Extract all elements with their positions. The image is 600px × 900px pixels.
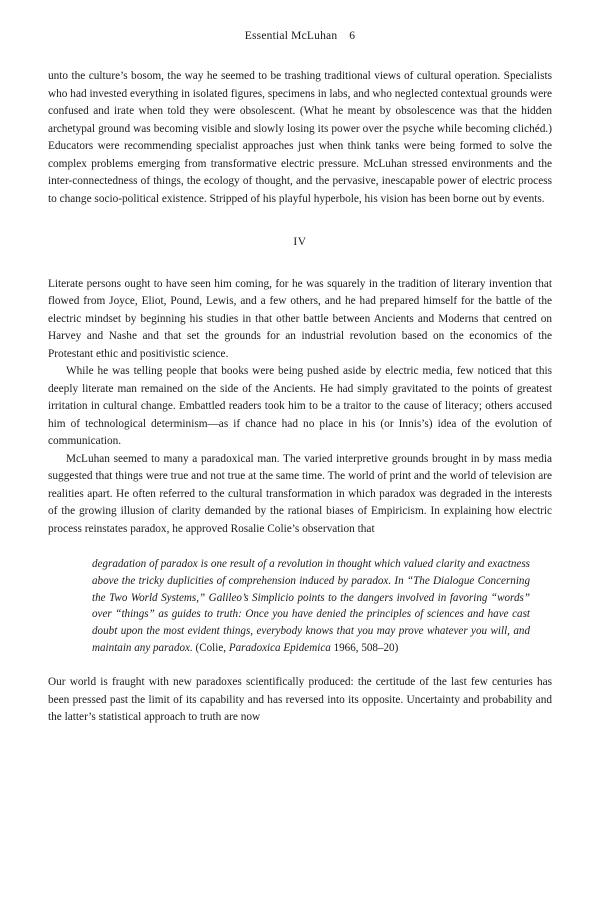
paragraph-5: Our world is fraught with new paradoxes scientifically produced: the certitude of the last few centuries has been pressed past the limit of its capability and has reversed into its opposite. Uncertainty and probability and the latter’s statistical approach to truth are now: [48, 676, 552, 724]
paragraph-1: unto the culture’s bosom, the way he seemed to be trashing traditional views of cultural operation. Specialists who had invested everything in isolated figures, specimens in labs, and who neglected contextual grounds were confused and irate when told they were obsolescent. (What he meant by obsolescence was that the hidden archetypal ground was becoming visible and slowly losing its power over the psyche while becoming clichéd.) Educators were recommending specialist approaches just when think tanks were being formed to solve the complex problems emerging from transformative electric pressure. McLuhan stressed environments and the inter-connectedness of things, the ecology of thought, and the pervasive, inescapable power of electric process to change socio-political existence. Stripped of his playful hyperbole, his vision has been borne out by events.: [48, 70, 552, 205]
running-head: [48, 30, 552, 42]
document-body: [48, 68, 552, 727]
section-number: IV: [293, 236, 307, 248]
page-number: 6: [349, 30, 356, 42]
running-head-title: Essential McLuhan: [244, 30, 338, 42]
blockquote: [48, 556, 552, 656]
paragraph-3: While he was telling people that books were being pushed aside by electric media, few noticed that this deeply literate man remained on the side of the Ancients. He had simply gravitated to the points of greatest irritation in cultural change. Embattled readers took him to be a traitor to the cause of literacy; others accused him of technological determinism—as if chance had no place in his (or Innis’s) idea of the evolution of communication.: [48, 365, 552, 448]
paragraph-4: McLuhan seemed to many a paradoxical man. The varied interpretive grounds brought in by mass media suggested that things were true and not true at the same time. The world of print and the world of television are realities apart. He often referred to the cultural transformation in which paradox was degraded in the interests of the growing illusion of clarity demanded by the rational biases of Empiricism. In explaining how electric process reinstates paradox, he approved Rosalie Colie’s observation that: [48, 452, 552, 535]
blockquote-citation-rest: 1966, 508–20): [330, 641, 399, 654]
paragraph-2: Literate persons ought to have seen him coming, for he was squarely in the tradition of literary invention that flowed from Joyce, Eliot, Pound, Lewis, and a few others, and he had prepared himself for the battle of the electric mindset by beginning his studies in that other battle between Ancients and Moderns that centred on Harvey and Nashe and that set the grounds for an industrial revolution based on the economics of the Protestant ethic and positivistic science.: [48, 277, 552, 360]
blockquote-text: degradation of paradox is one result of a revolution in thought which valued clarity and exactness above the tricky duplicities of comprehension induced by paradox. In “The Dialogue Concerning the Two World Systems,” Galileo’s Simplicio points to the dangers involved in favoring “words” over “things” as guides to truth: Once you have denied the principles of sciences and have cast doubt upon the most evident things, everybody knows that you may prove whatever you will, and maintain any paradox.: [92, 558, 530, 654]
blockquote-citation-open: (Colie,: [192, 641, 229, 654]
blockquote-citation-title: Paradoxica Epidemica: [228, 641, 331, 654]
